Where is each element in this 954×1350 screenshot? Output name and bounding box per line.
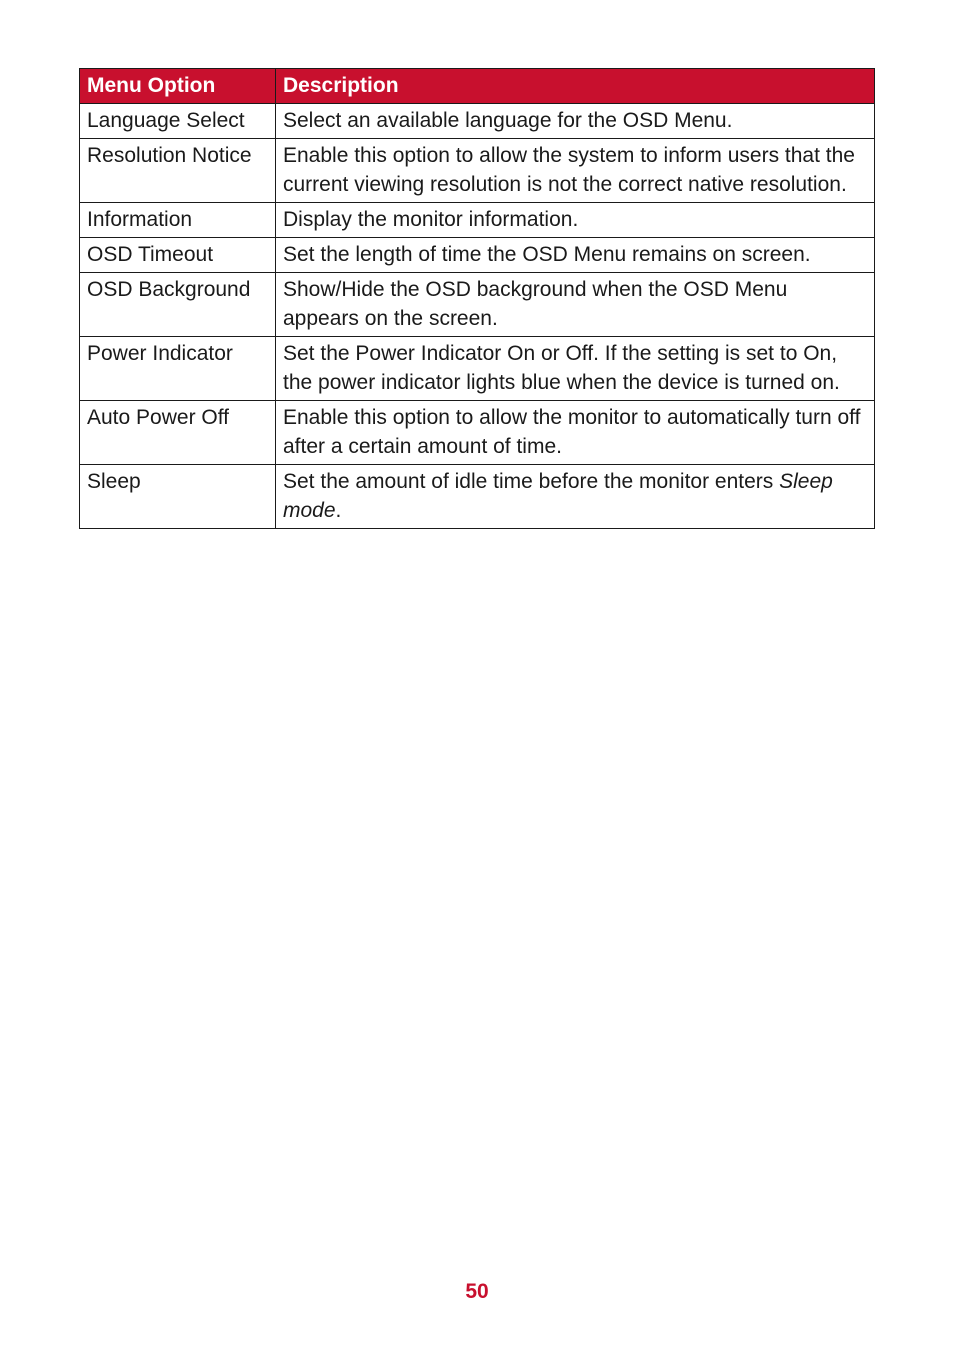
description-cell: Set the length of time the OSD Menu remains on screen.: [276, 238, 875, 273]
table-row: [80, 203, 875, 238]
table-row: [80, 238, 875, 273]
description-text: Set the amount of idle time before the monitor enters: [283, 470, 780, 493]
description-cell: Show/Hide the OSD background when the OSD Menu appears on the screen.: [276, 273, 875, 337]
menu-option-cell: OSD Timeout: [80, 238, 276, 273]
table-row: [80, 337, 875, 401]
description-cell: Select an available language for the OSD Menu.: [276, 104, 875, 139]
osd-menu-options-table: [79, 68, 875, 529]
description-cell: [276, 465, 875, 529]
menu-option-cell: Language Select: [80, 104, 276, 139]
menu-option-cell: Information: [80, 203, 276, 238]
description-cell: Enable this option to allow the system to inform users that the current viewing resolution is not the correct native resolution.: [276, 139, 875, 203]
table-row: [80, 401, 875, 465]
table-header-row: [80, 69, 875, 104]
menu-option-cell: OSD Background: [80, 273, 276, 337]
description-emphasis: Sleep mode: [283, 470, 833, 522]
table-row: [80, 104, 875, 139]
table-row: [80, 273, 875, 337]
table-row: [80, 465, 875, 529]
header-description: Description: [276, 69, 875, 104]
table-row: [80, 139, 875, 203]
page-number: 50: [465, 1280, 489, 1303]
menu-option-cell: Resolution Notice: [80, 139, 276, 203]
menu-option-cell: Power Indicator: [80, 337, 276, 401]
description-cell: Display the monitor information.: [276, 203, 875, 238]
description-cell: Set the Power Indicator On or Off. If the setting is set to On, the power indicator lights blue when the device is turned on.: [276, 337, 875, 401]
menu-option-cell: Sleep: [80, 465, 276, 529]
header-menu-option: Menu Option: [80, 69, 276, 104]
description-text-end: .: [335, 499, 342, 522]
description-cell: Enable this option to allow the monitor to automatically turn off after a certain amount of time.: [276, 401, 875, 465]
menu-option-cell: Auto Power Off: [80, 401, 276, 465]
